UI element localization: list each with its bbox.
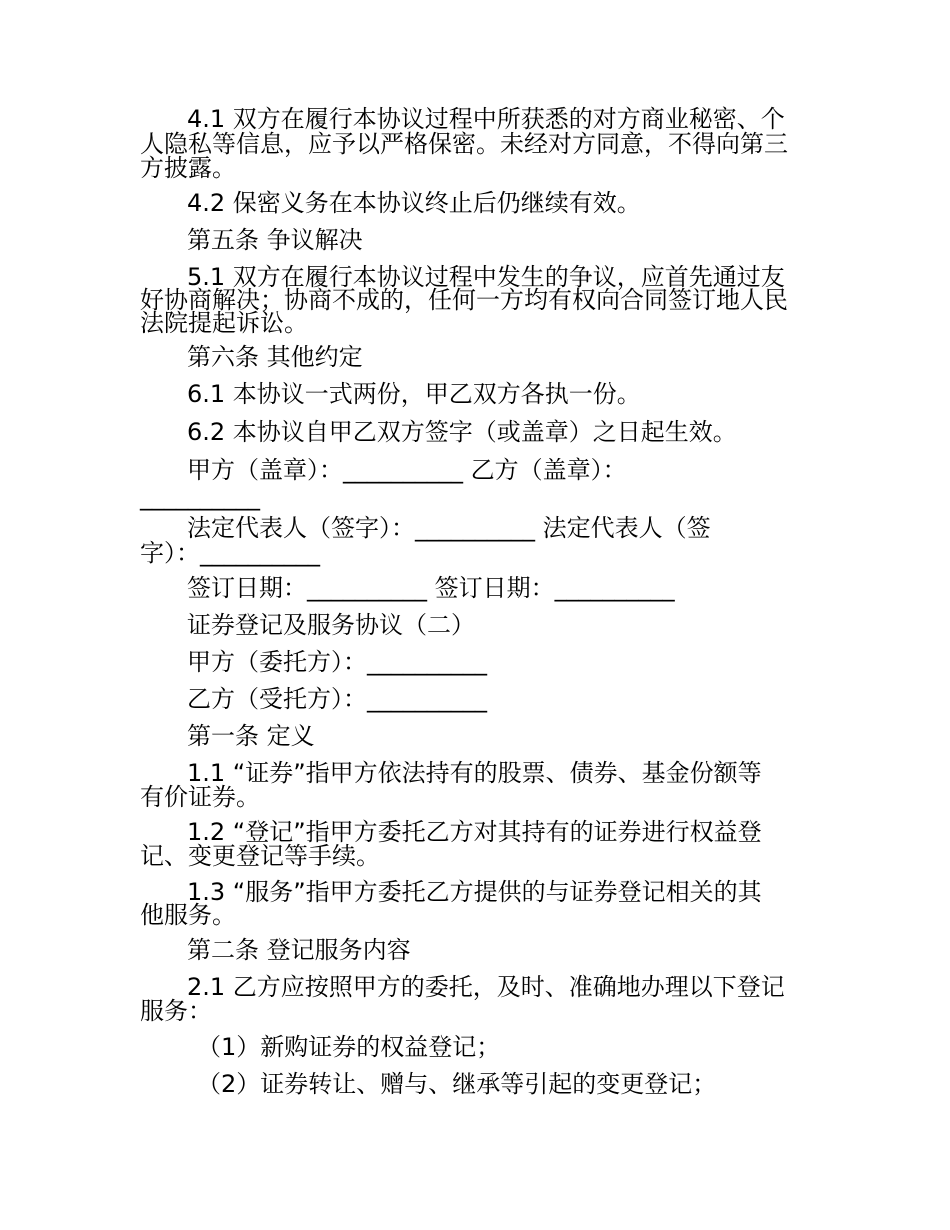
text-line: 人隐私等信息，应予以严格保密。未经对方同意，不得向第三 [140,130,788,158]
text-line: 4.1 双方在履行本协议过程中所获悉的对方商业秘密、个 [187,105,785,133]
list-item: （1）新购证券的权益登记； [197,1033,501,1061]
text-line: 方披露。 [140,154,236,182]
section-heading: 第五条 争议解决 [187,226,363,254]
text-line: 他服务。 [140,901,236,929]
section-heading: 第一条 定义 [187,722,315,750]
text-line: 有价证券。 [140,783,260,811]
text-line: 记、变更登记等手续。 [140,842,380,870]
list-item: （2）证券转让、赠与、继承等引起的变更登记； [197,1070,717,1098]
party-line: 乙方（受托方）：__________ [187,685,487,713]
signature-line: 字）：__________ [140,539,320,567]
date-line: 签订日期：__________ 签订日期：__________ [187,574,675,602]
text-line: 5.1 双方在履行本协议过程中发生的争议，应首先通过友 [187,263,785,291]
text-line: 1.2 “登记”指甲方委托乙方对其持有的证券进行权益登 [187,818,762,846]
text-line: 6.2 本协议自甲乙双方签字（或盖章）之日起生效。 [187,418,737,446]
text-line: 好协商解决；协商不成的，任何一方均有权向合同签订地人民 [140,286,788,314]
text-line: 6.1 本协议一式两份，甲乙双方各执一份。 [187,380,641,408]
text-line: 1.1 “证券”指甲方依法持有的股票、债券、基金份额等 [187,759,762,787]
section-heading: 第二条 登记服务内容 [187,936,411,964]
party-line: 甲方（委托方）：__________ [187,648,487,676]
signature-line: 法定代表人（签字）：__________ 法定代表人（签 [187,514,711,542]
section-heading: 第六条 其他约定 [187,343,363,371]
signature-line: 甲方（盖章）：__________ 乙方（盖章）： [187,456,627,484]
text-line: 1.3 “服务”指甲方委托乙方提供的与证券登记相关的其 [187,878,762,906]
text-line: 服务： [140,997,212,1025]
text-line: 法院提起诉讼。 [140,309,308,337]
text-line: 2.1 乙方应按照甲方的委托，及时、准确地办理以下登记 [187,973,785,1001]
signature-line: __________ [140,483,260,511]
text-line: 4.2 保密义务在本协议终止后仍继续有效。 [187,189,641,217]
document-title: 证券登记及服务协议（二） [187,611,475,639]
